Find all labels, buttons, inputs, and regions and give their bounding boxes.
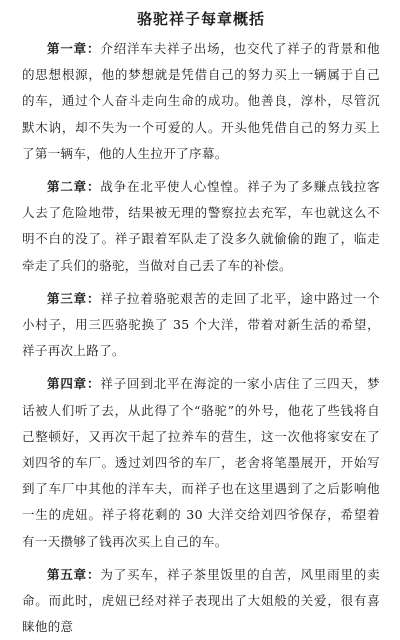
chapter-label: 第一章： xyxy=(47,41,101,56)
chapter-paragraph xyxy=(22,36,380,167)
chapter-paragraph xyxy=(22,562,380,640)
chapter-text: 战争在北平使人心惶惶。祥子为了多赚点钱拉客人去了危险地带，结果被无理的警察拉去充军，车也就这么不明不白的没了。祥子跟着军队走了没多久就偷偷的跑了，临走牵走了兵们的骆驼，当做对自己丢了车的补偿。 xyxy=(22,179,380,273)
document-title: 骆驼祥子每章概括 xyxy=(136,10,265,28)
chapter-text: 祥子回到北平在海淀的一家小店住了三四天，梦话被人们听了去，从此得了个“骆驼”的外号，他花了些钱将自己整顿好，又再次干起了拉养车的营生，这一次他将家安在了刘四爷的车厂。透过刘四爷的车厂，老舍将笔墨展开，开始写到了车厂中其他的洋车夫，而祥子也在这里遇到了之后影响他一生的虎妞。祥子将花剩的 30 大洋交给刘四爷保存，希望着有一天攒够了钱再次买上自己的车。 xyxy=(22,376,380,549)
chapter-text: 为了买车，祥子茶里饭里的自苦，风里雨里的卖命。而此时，虎妞已经对祥子表现出了大姐般的关爱，很有喜睐他的意 xyxy=(22,566,380,635)
chapter-text: 介绍洋车夫祥子出场，也交代了祥子的背景和他的思想根源，他的梦想就是凭借自己的努力买上一辆属于自己的车，通过个人奋斗走向生命的成功。他善良，淳朴，尽管沉默木讷，却不失为一个可爱的人。开头他凭借自己的努力买上了第一辆车，他的人生拉开了序幕。 xyxy=(22,41,380,161)
chapter-text: 祥子拉着骆驼艰苦的走回了北平，途中路过一个小村子，用三匹骆驼换了 35 个大洋，带着对新生活的希望，祥子再次上路了。 xyxy=(22,290,380,359)
chapter-label: 第三章： xyxy=(47,290,101,306)
chapter-label: 第五章： xyxy=(47,566,101,582)
chapter-paragraph xyxy=(22,286,380,365)
chapter-paragraph xyxy=(22,174,380,279)
chapter-label: 第四章： xyxy=(47,376,101,392)
chapter-label: 第二章： xyxy=(47,179,101,195)
chapter-paragraph xyxy=(22,371,380,554)
